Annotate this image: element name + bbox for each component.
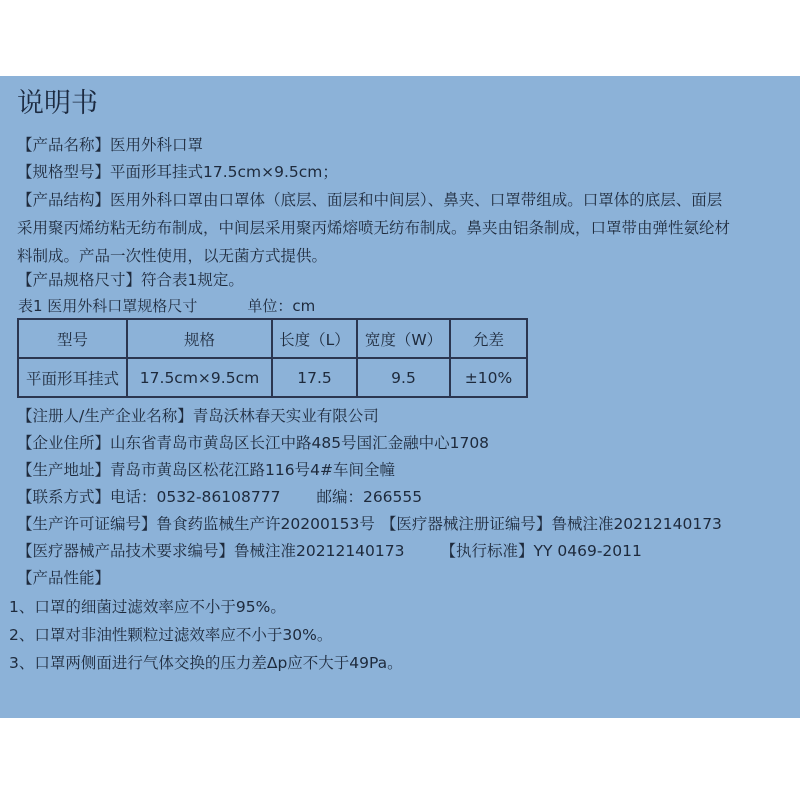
site-value: 青岛市黄岛区松花江路116号4#车间全幢 xyxy=(110,461,395,479)
table-header-cell: 长度（L） xyxy=(272,319,357,358)
table-caption xyxy=(18,295,315,317)
performance-item-2: 2、口罩对非油性颗粒过滤效率应不小于30%。 xyxy=(9,626,333,644)
license-line xyxy=(17,510,722,538)
license-label: 【生产许可证编号】 xyxy=(17,515,157,533)
registrant-line xyxy=(17,402,379,430)
structure-line-1 xyxy=(17,186,790,214)
performance-item-3: 3、口罩两侧面进行气体交换的压力差Δp应不大于49Pa。 xyxy=(9,654,403,672)
product-name-value: 医用外科口罩 xyxy=(110,136,204,154)
table-header-cell: 宽度（W） xyxy=(357,319,450,358)
table-row xyxy=(18,358,527,397)
table-cell: 17.5 xyxy=(272,358,357,397)
table-cell: 平面形耳挂式 xyxy=(18,358,127,397)
contact-phone: 电话：0532-86108777 xyxy=(110,488,281,506)
table-header-cell: 型号 xyxy=(18,319,127,358)
model-label: 【规格型号】 xyxy=(17,163,111,181)
table-unit: 单位：cm xyxy=(247,297,316,315)
product-name-label: 【产品名称】 xyxy=(17,136,111,154)
structure-line-2: 采用聚丙烯纺粘无纺布制成，中间层采用聚丙烯熔喷无纺布制成。鼻夹由铝条制成，口罩带由弹性氨纶材 xyxy=(17,219,731,237)
site-line xyxy=(17,456,395,484)
table-header-cell: 允差 xyxy=(450,319,527,358)
table-cell: 17.5cm×9.5cm xyxy=(127,358,272,397)
table-header-row xyxy=(18,319,527,358)
standard-label: 【执行标准】 xyxy=(440,542,534,560)
registration-label: 【医疗器械注册证编号】 xyxy=(380,515,552,533)
structure-text-1: 医用外科口罩由口罩体（底层、面层和中间层）、鼻夹、口罩带组成。口罩体的底层、面层 xyxy=(110,191,723,209)
address-value: 山东省青岛市黄岛区长江中路485号国汇金融中心1708 xyxy=(110,434,490,452)
page-title: 说明书 xyxy=(17,88,98,119)
address-label: 【企业住所】 xyxy=(17,434,111,452)
contact-postcode: 邮编：266555 xyxy=(316,488,423,506)
tech-req-line xyxy=(17,537,642,565)
size-line xyxy=(17,266,244,294)
structure-paragraph xyxy=(17,186,790,270)
product-name-line xyxy=(17,131,203,159)
table-caption-title: 表1 医用外科口罩规格尺寸 xyxy=(18,297,198,315)
structure-label: 【产品结构】 xyxy=(17,191,111,209)
registrant-value: 青岛沃林春天实业有限公司 xyxy=(192,407,379,425)
license-value: 鲁食药监械生产许20200153号 xyxy=(156,515,375,533)
model-line xyxy=(17,158,338,186)
table-cell: 9.5 xyxy=(357,358,450,397)
contact-line xyxy=(17,483,422,511)
performance-item-1: 1、口罩的细菌过滤效率应不小于95%。 xyxy=(9,598,286,616)
registration-value: 鲁械注准20212140173 xyxy=(551,515,722,533)
contact-label: 【联系方式】 xyxy=(17,488,111,506)
table-header-cell: 规格 xyxy=(127,319,272,358)
registrant-label: 【注册人/生产企业名称】 xyxy=(17,407,193,425)
site-label: 【生产地址】 xyxy=(17,461,111,479)
structure-line-3: 料制成。产品一次性使用，以无菌方式提供。 xyxy=(17,247,328,265)
instruction-panel xyxy=(0,76,800,718)
model-value: 平面形耳挂式17.5cm×9.5cm； xyxy=(110,163,338,181)
table-cell: ±10% xyxy=(450,358,527,397)
standard-value: YY 0469-2011 xyxy=(533,542,642,560)
spec-table xyxy=(17,318,528,398)
performance-heading: 【产品性能】 xyxy=(17,569,111,587)
size-label: 【产品规格尺寸】 xyxy=(17,271,142,289)
tech-req-label: 【医疗器械产品技术要求编号】 xyxy=(17,542,235,560)
tech-req-value: 鲁械注准20212140173 xyxy=(234,542,405,560)
address-line xyxy=(17,429,489,457)
size-value: 符合表1规定。 xyxy=(141,271,244,289)
